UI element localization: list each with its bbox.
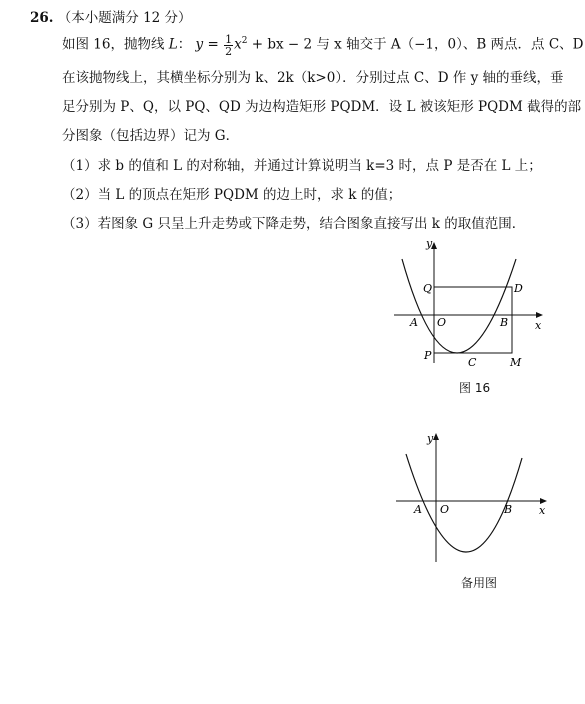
- label-o: O: [440, 503, 450, 516]
- eq-x: x: [234, 36, 242, 53]
- label-b: B: [500, 316, 509, 329]
- eq-tail: + bx − 2: [247, 36, 313, 53]
- question-header: [30, 9, 192, 27]
- figure-16-caption: 图 16: [459, 381, 491, 395]
- question-line-3: 足分别为 P、Q，以 PQ、QD 为边构造矩形 PQDM．设 L 被该矩形 PQDM 截得的部: [62, 99, 582, 115]
- label-y: y: [426, 237, 433, 250]
- eq-fraction: [224, 34, 233, 57]
- label-a: A: [414, 503, 422, 516]
- label-a: A: [410, 316, 418, 329]
- figure-backup-caption: 备用图: [461, 576, 498, 590]
- label-c: C: [468, 356, 477, 369]
- label-d: D: [514, 282, 523, 295]
- label-q: Q: [423, 282, 433, 295]
- question-number: 26.: [30, 10, 54, 26]
- eq-equals: =: [203, 36, 224, 53]
- figure-16: [390, 235, 560, 375]
- frac-denominator: 2: [225, 44, 233, 58]
- question-part-1: （1）求 b 的值和 L 的对称轴，并通过计算说明当 k=3 时，点 P 是否在 L 上；: [62, 158, 542, 174]
- intro-suffix: 与 x 轴交于 A（−1，0）、B 两点．点 C、D: [312, 36, 584, 53]
- curve-name: L: [168, 36, 178, 53]
- label-x: x: [535, 319, 542, 332]
- frac-numerator: 1: [225, 32, 233, 46]
- eq-y: y: [195, 36, 204, 53]
- question-line-2: 在该抛物线上，其横坐标分别为 k、2k（k>0）．分别过点 C、D 作 y 轴的垂线，垂: [62, 70, 564, 86]
- intro-prefix: 如图 16，抛物线: [62, 36, 169, 53]
- question-intro: 如图 16，抛物线 L： y = $\frac{1}{2}$ $x^2$ + bx − 2 与 x 轴交于 A（−1，0）、B 两点．点 C、D: [62, 32, 584, 58]
- label-o: O: [437, 316, 447, 329]
- label-x: x: [539, 504, 546, 517]
- figure-backup: [392, 428, 562, 568]
- question-part-3: （3）若图象 G 只呈上升走势或下降走势，结合图象直接写出 k 的取值范围．: [62, 216, 526, 232]
- label-p: P: [424, 349, 432, 362]
- parabola-curve: [402, 259, 516, 353]
- score-note: （本小题满分 12 分）: [57, 10, 192, 26]
- label-y: y: [427, 432, 434, 445]
- question-line-4: 分图象（包括边界）记为 G．: [62, 128, 240, 144]
- label-m: M: [510, 356, 522, 369]
- eq-exponent: 2: [241, 36, 248, 46]
- label-b: B: [504, 503, 513, 516]
- question-part-2: （2）当 L 的顶点在矩形 PQDM 的边上时，求 k 的值；: [62, 187, 402, 203]
